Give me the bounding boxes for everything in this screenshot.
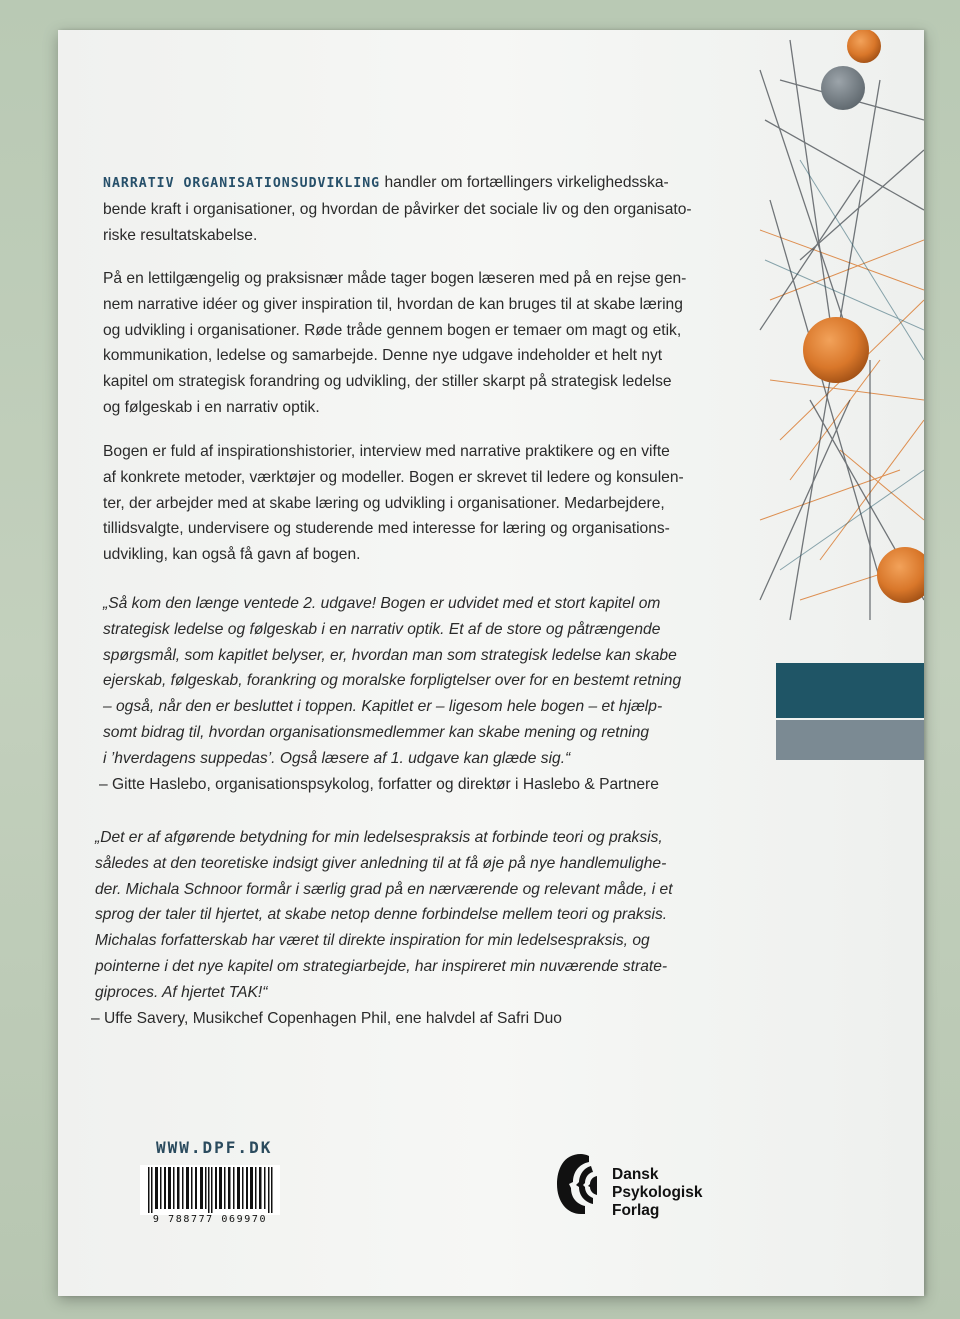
audience-line: udvikling, kan også få gavn af bogen.: [103, 546, 361, 564]
quote-1-attribution: – Gitte Haslebo, organisationspsykolog, forfatter og direktør i Haslebo & Partnere: [99, 775, 659, 793]
publisher-line: Dansk: [612, 1166, 659, 1183]
description-line: og følgeskab i en narrativ optik.: [103, 398, 320, 416]
publisher-line: Psykologisk: [612, 1184, 703, 1201]
publisher-logo-icon: [555, 1152, 607, 1216]
quote-line: strategisk ledelse og følgeskab i en narrativ optik. Et af de store og påtrængende: [103, 620, 661, 638]
quote-line: pointerne i det nye kapitel om strategiarbejde, har inspireret min nuværende strate-: [95, 957, 668, 975]
testimonial-quote-2: [91, 825, 715, 1031]
testimonial-quote-1: [99, 591, 713, 797]
quote-line: i ’hverdagens suppedas’. Også læsere af 1. udgave kan glæde sig.“: [103, 749, 571, 767]
quote-line: Michalas forfatterskab har været til direkte inspiration for min ledelsespraksis, og: [95, 932, 650, 950]
intro-line-3: riske resultatskabelse.: [103, 226, 258, 244]
quote-line: giproces. Af hjertet TAK!“: [95, 983, 268, 1001]
quote-line: der. Michala Schnoor formår i særlig grad på en nærværende og relevant måde, i et: [95, 880, 673, 898]
publisher-name: [612, 1166, 702, 1220]
quote-line: ejerskab, følgeskab, forankring og moralske forpligtelser over for en bestemt retning: [103, 672, 682, 690]
audience-paragraph: [103, 439, 723, 568]
book-title-lead: NARRATIV ORGANISATIONSUDVIKLING: [103, 176, 381, 191]
description-line: kommunikation, ledelse og samarbejde. Denne nye udgave indeholder et helt nyt: [103, 347, 663, 365]
isbn-number: 9 788777 069970: [152, 1214, 268, 1225]
quote-line: – også, når den er besluttet i toppen. Kapitlet er – ligesom hele bogen – et hjælp-: [103, 698, 663, 716]
intro-paragraph: [103, 170, 723, 248]
audience-line: af konkrete metoder, værktøjer og modeller. Bogen er skrevet til ledere og konsulen-: [103, 468, 684, 486]
quote-line: sprog der taler til hjertet, at skabe netop denne forbindelse mellem teori og praksis.: [95, 906, 668, 924]
quote-line: således at den teoretiske indsigt giver anledning til at få øje på nye handlemulighe-: [95, 854, 667, 872]
barcode-icon: [140, 1165, 280, 1215]
description-line: På en lettilgængelig og praksisnær måde tager bogen læseren med på en rejse gen-: [103, 270, 687, 287]
quote-line: somt bidrag til, hvordan organisationsmedlemmer kan skabe mening og retning: [103, 723, 650, 741]
audience-line: Bogen er fuld af inspirationshistorier, interview med narrative praktikere og en vifte: [103, 443, 670, 460]
quote-line: „Så kom den længe ventede 2. udgave! Bogen er udvidet med et stort kapitel om: [103, 595, 661, 612]
publisher-line: Forlag: [612, 1202, 660, 1219]
website-url: WWW.DPF.DK: [156, 1138, 273, 1157]
description-line: nem narrative idéer og giver inspiration til, hvordan de kan bruges til at skabe læring: [103, 295, 683, 313]
description-line: kapitel om strategisk forandring og udvikling, der stiller skarpt på strategisk ledelse: [103, 373, 672, 391]
quote-2-attribution: – Uffe Savery, Musikchef Copenhagen Phil, ene halvdel af Safri Duo: [91, 1009, 562, 1027]
intro-line-1: handler om fortællingers virkelighedsska-: [380, 174, 669, 191]
quote-line: spørgsmål, som kapitlet belyser, er, hvordan man som strategisk ledelse kan skabe: [103, 646, 677, 664]
description-line: og udvikling i organisationer. Røde tråde gennem bogen er temaer om magt og etik,: [103, 321, 682, 339]
quote-line: „Det er af afgørende betydning for min ledelsespraksis at forbinde teori og praksis,: [95, 829, 663, 846]
audience-line: ter, der arbejder med at skabe læring og udvikling i organisationer. Medarbejdere,: [103, 494, 665, 512]
audience-line: tillidsvalgte, undervisere og studerende med interesse for læring og organisations-: [103, 520, 670, 538]
description-paragraph: [103, 266, 723, 421]
intro-line-2: bende kraft i organisationer, og hvordan de påvirker det sociale liv og den organisato-: [103, 200, 692, 218]
